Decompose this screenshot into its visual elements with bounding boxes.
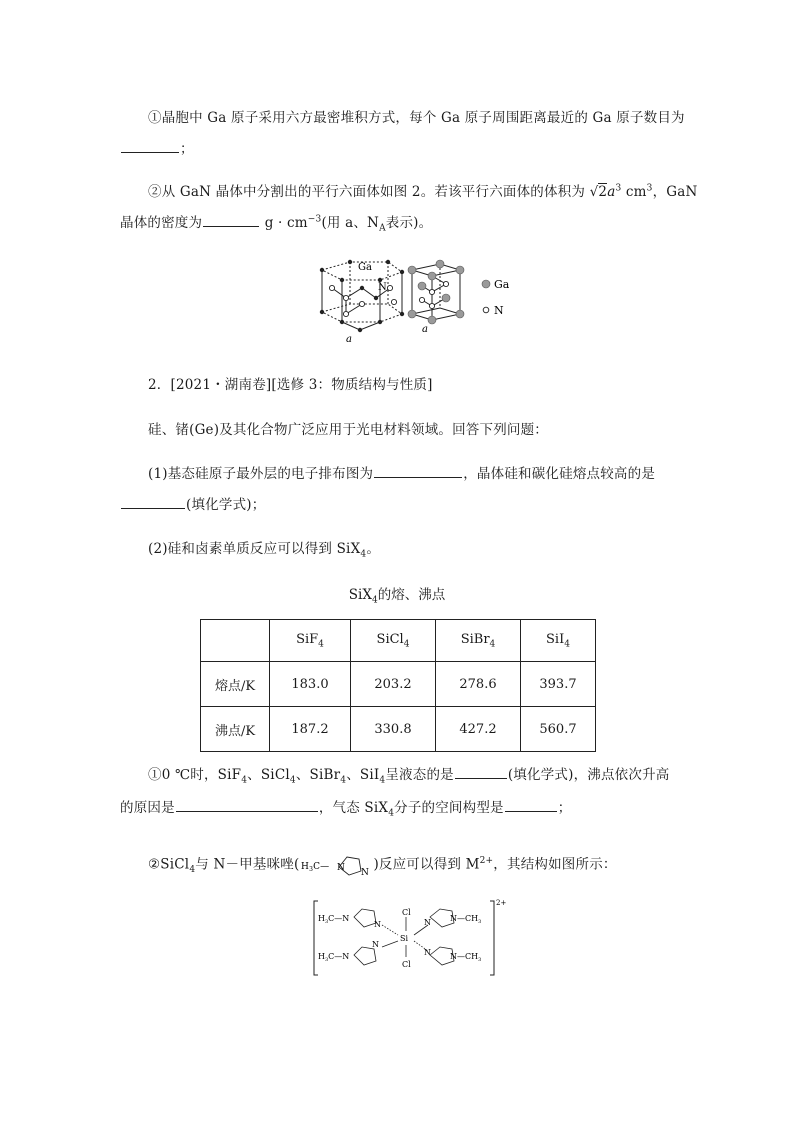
svg-text:N—CH3: $N—CH_3$ [450, 914, 482, 925]
col-header-sif4: SiF$_4$ [270, 620, 351, 662]
row-label: 沸点/K [201, 707, 270, 752]
n-methylimidazole-structure [299, 849, 373, 881]
answer-blank [203, 214, 259, 227]
fig-label-ga: Ga [358, 262, 372, 273]
q2-part1-line1: (1)基态硅原子最外层的电子排布图为 ，晶体硅和碳化硅熔点较高的是 [148, 466, 656, 482]
q1-item1-line1 [148, 106, 685, 126]
legend-n-label: N [494, 304, 504, 317]
fig-label-a: a [346, 334, 352, 345]
q2-part2: (2)硅和卤素单质反应可以得到 SiX$_4$。 [148, 541, 381, 560]
answer-blank [455, 766, 507, 779]
svg-text:H3C—: $H_3C—$ [301, 862, 330, 873]
charge-label: 2+ [496, 899, 507, 907]
q2-sub2: ②SiCl$_4$与 N－甲基咪唑( $H_3C—$ N N )反应可以得到 $M^{2+}$，其结构如图所示： [148, 849, 617, 881]
col-header-sii4: SiI$_4$ [521, 620, 596, 662]
col-header-sibr4: SiBr$_4$ [436, 620, 521, 662]
svg-text:H3C—N: $H_3C—N$ [318, 914, 350, 925]
q2-sub1-line2: 的原因是 ，气态 SiX$_4$分子的空间构型是 ； [120, 800, 572, 819]
answer-blank [505, 799, 557, 812]
svg-text:N: N [361, 868, 370, 878]
answer-blank [121, 496, 185, 509]
col-header-sicl4: SiCl$_4$ [351, 620, 436, 662]
gan-crystal-figure [310, 258, 530, 346]
sqrt-expression: $√2a^3$ $cm^3$ [589, 183, 653, 200]
svg-text:N: N [372, 940, 379, 949]
legend-ga-label: Ga [494, 278, 510, 291]
fig-label-n: N [378, 282, 387, 293]
q2-sub1-line1: ①0 ℃时，SiF$_4$、SiCl$_4$、SiBr$_4$、SiI$_4$呈液态的是 (填化学式)，沸点依次升高 [148, 767, 670, 786]
svg-text:Cl: Cl [402, 960, 411, 969]
svg-text:Cl: Cl [402, 908, 411, 917]
answer-blank [374, 465, 462, 478]
svg-text:a: a [422, 324, 428, 335]
svg-text:H3C—N: $H_3C—N$ [318, 952, 350, 963]
q1-item2-line2: 晶体的密度为 $g \cdot cm^{-3}$(用 a、$N_A$表示)。 [120, 214, 433, 234]
siX4-table [200, 619, 596, 752]
q2-header: 2．[2021・湖南卷][选修 3：物质结构与性质] [148, 377, 433, 393]
q2-part1-line2: (填化学式)； [120, 493, 265, 513]
q1-item2-line1: ②从 GaN 晶体中分割出的平行六面体如图 2。若该平行六面体的体积为 $√2a^3$ $cm^3$，GaN [148, 183, 698, 200]
q1-item1-line2: ； [120, 137, 194, 157]
row-label: 熔点/K [201, 662, 270, 707]
svg-text:N: N [424, 918, 431, 927]
svg-text:N: N [374, 920, 381, 929]
answer-blank [176, 799, 318, 812]
legend-ga-marker [482, 280, 490, 288]
q2-intro: 硅、锗(Ge)及其化合物广泛应用于光电材料领域。回答下列问题： [148, 422, 549, 438]
m2plus-complex-structure [310, 895, 510, 979]
table-caption: SiX$_4$的熔、沸点 [348, 587, 446, 606]
svg-text:N: N [337, 863, 346, 873]
si-atom: Si [400, 934, 409, 943]
table-row: 熔点/K 183.0 203.2 278.6 393.7 [201, 662, 596, 707]
table-row: 沸点/K 187.2 330.8 427.2 560.7 [201, 707, 596, 752]
q1-item1-text: ①晶胞中 Ga 原子采用六方最密堆积方式，每个 Ga 原子周围距离最近的 Ga 原子数目为 [148, 110, 685, 126]
svg-text:N—CH3: $N—CH_3$ [450, 952, 482, 963]
answer-blank [121, 140, 179, 153]
legend-n-marker [483, 307, 489, 313]
svg-text:N: N [424, 948, 431, 957]
